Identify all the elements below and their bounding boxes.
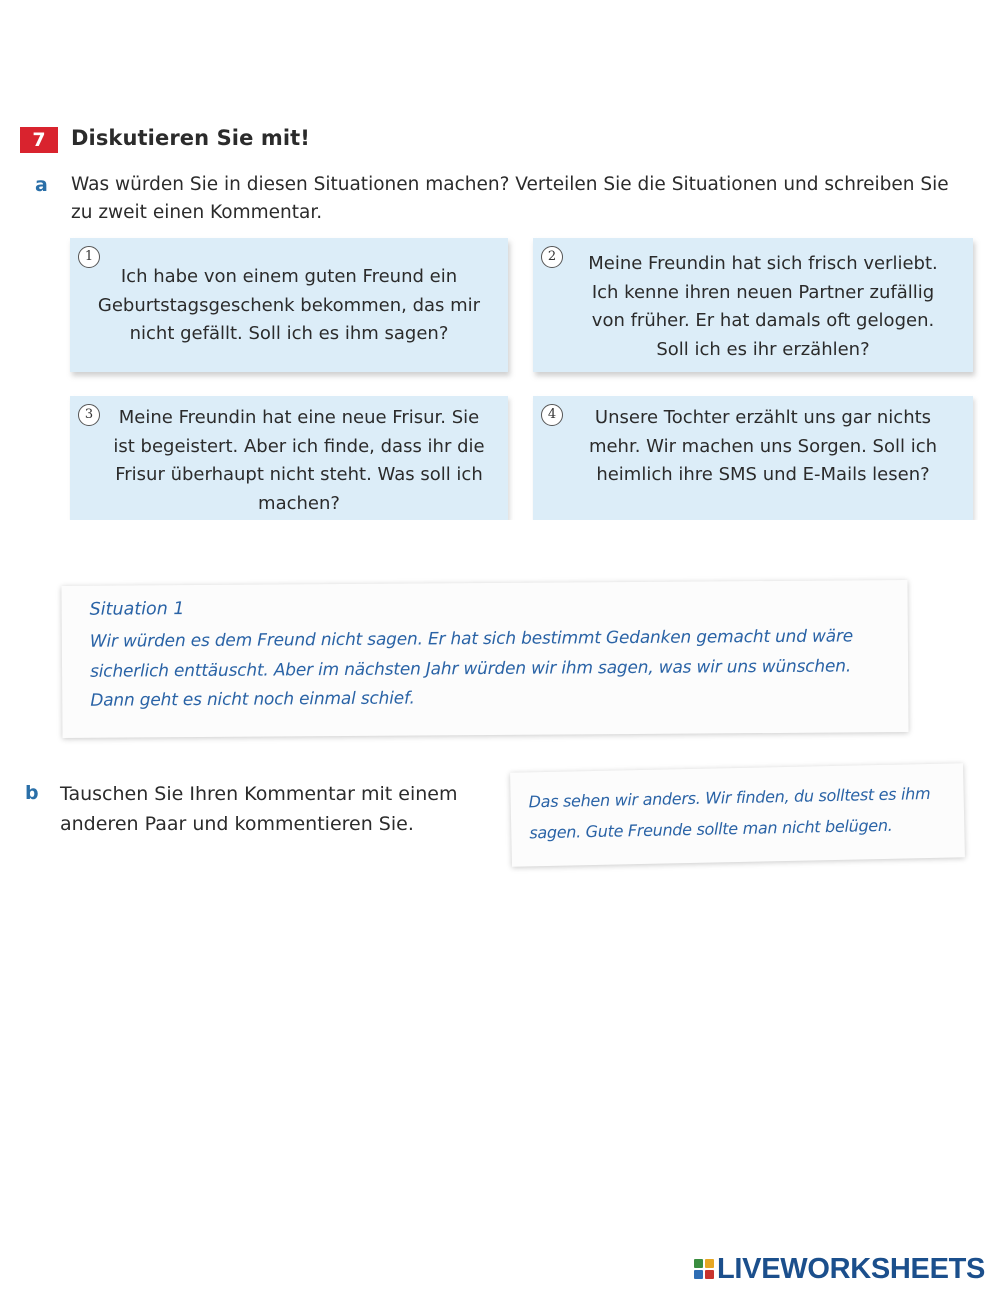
situation-text: Meine Freundin hat eine neue Frisur. Sie ist begeistert. Aber ich finde, dass ihr die Frisur überhaupt nicht steht. Was soll ich machen? <box>113 407 485 514</box>
comment-heading: Situation 1 <box>89 599 185 620</box>
liveworksheets-logo <box>694 1252 985 1286</box>
situation-card-3 <box>70 396 508 520</box>
logo-square-green <box>694 1259 703 1268</box>
situation-number-badge: 1 <box>78 246 100 268</box>
task-a-instruction: Was würden Sie in diesen Situationen machen? Verteilen Sie die Situationen und schreiben Sie zu zweit einen Kommentar. <box>71 174 949 223</box>
situation-text: Unsere Tochter erzählt uns gar nichts mehr. Wir machen uns Sorgen. Soll ich heimlich ihre SMS und E-Mails lesen? <box>588 407 938 485</box>
situation-number-badge: 3 <box>78 404 100 426</box>
reply-text: Das sehen wir anders. Wir finden, du solltest es ihm sagen. Gute Freunde sollte man nicht belügen. <box>528 783 931 843</box>
exercise-title: Diskutieren Sie mit! <box>71 126 310 150</box>
exercise-number: 7 <box>20 127 58 153</box>
logo-text: LIVEWORKSHEETS <box>717 1252 986 1285</box>
card-crop-mask <box>60 520 990 560</box>
logo-square-blue <box>694 1270 703 1279</box>
situation-number-badge: 4 <box>541 404 563 426</box>
comment-text: Wir würden es dem Freund nicht sagen. Er hat sich bestimmt Gedanken gemacht und wäre sicherlich enttäuscht. Aber im nächsten Jahr würden wir ihm sagen, was wir uns wünschen. Dann geht es nicht noch einmal schief. <box>89 626 854 711</box>
task-a-letter: a <box>35 174 48 196</box>
task-b-instruction: Tauschen Sie Ihren Kommentar mit einem anderen Paar und kommentieren Sie. <box>60 783 458 835</box>
logo-square-red <box>705 1270 714 1279</box>
situation-number-badge: 2 <box>541 246 563 268</box>
logo-grid-icon <box>694 1259 714 1279</box>
situation-text: Meine Freundin hat sich frisch verliebt. Ich kenne ihren neuen Partner zufällig von früher. Er hat damals oft gelogen. Soll ich es ihr erzählen? <box>588 253 938 360</box>
logo-square-orange <box>705 1259 714 1268</box>
reply-note <box>510 763 965 866</box>
situation-card-1 <box>70 238 508 372</box>
situation-text: Ich habe von einem guten Freund ein Geburtstagsgeschenk bekommen, das mir nicht gefällt. Soll ich es ihm sagen? <box>97 266 481 344</box>
task-b-letter: b <box>25 782 39 804</box>
situation-card-4 <box>533 396 973 520</box>
situation-card-2 <box>533 238 973 372</box>
comment-note <box>61 580 908 738</box>
